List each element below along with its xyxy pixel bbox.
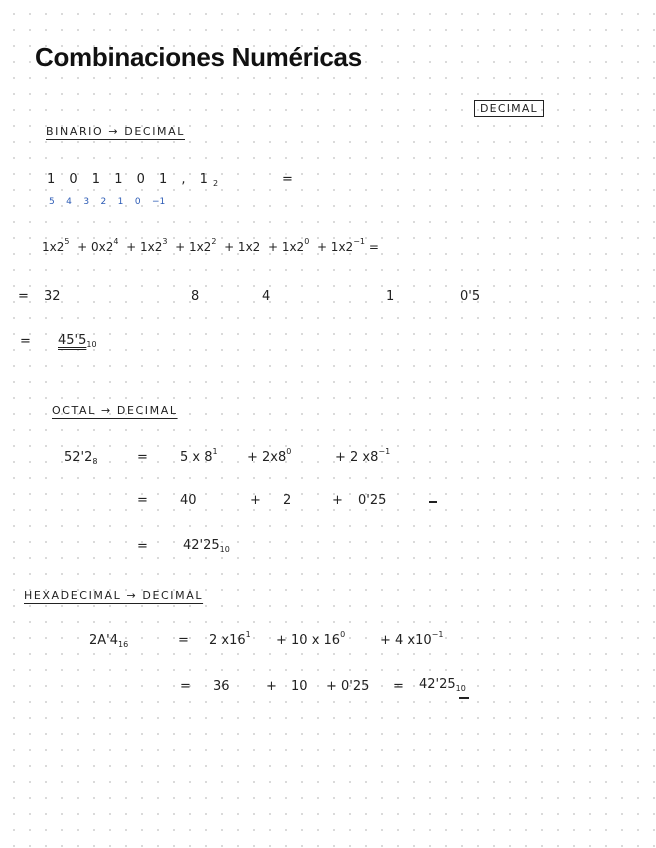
binary-equals: = — [282, 172, 293, 187]
octal-term-1: 5 x $8^1$ — [180, 447, 218, 465]
binary-expansion — [42, 237, 379, 254]
octal-term-3: + 2 $x8^{-1}$ — [335, 447, 391, 465]
binary-heading: BINARIO → DECIMAL — [46, 125, 185, 138]
octal-heading: OCTAL → DECIMAL — [52, 404, 178, 417]
octal-equals-2: = — [137, 493, 148, 508]
hex-term-1: 2 $x16^1$ — [209, 630, 251, 648]
terms-equals: = — [18, 289, 29, 304]
octal-equals-3: = — [137, 539, 148, 554]
expansion-term-1: $1x2^5$ — [42, 237, 70, 254]
term-8: 8 — [191, 289, 200, 304]
term-0-5: 0'5 — [460, 289, 481, 304]
binary-digits: 1 0 1 1 0 1 , 1 — [47, 172, 213, 187]
hex-result-underline — [459, 697, 469, 699]
expansion-equals: = — [368, 240, 379, 254]
hex-value-36: 36 — [213, 679, 230, 694]
term-32: 32 — [44, 289, 61, 304]
octal-value-40: 40 — [180, 493, 197, 508]
octal-result: $42'25_{10}$ — [183, 538, 230, 554]
expansion-term-6: + $1x2^0$ — [267, 237, 310, 254]
octal-number: $52'2_8$ — [64, 450, 98, 466]
binary-result: $45'5_{10}$ — [58, 333, 97, 349]
hex-plus-1: + — [266, 679, 277, 694]
term-1: 1 — [386, 289, 395, 304]
term-4: 4 — [262, 289, 271, 304]
expansion-term-2: + $0x2^4$ — [77, 237, 119, 254]
stray-dash-mark — [429, 501, 437, 503]
hex-equals-1: = — [178, 633, 189, 648]
expansion-term-5: + 1x2 — [224, 240, 261, 254]
octal-plus-2: + — [332, 493, 343, 508]
page-title: Combinaciones Numéricas — [35, 42, 362, 72]
hex-term-3: + 4 $x10^{-1}$ — [380, 630, 444, 648]
decimal-tag: DECIMAL — [474, 100, 544, 117]
hex-term-2: + 10 x $16^0$ — [276, 630, 346, 648]
expansion-term-3: + $1x2^3$ — [126, 237, 168, 254]
octal-value-0-25: 0'25 — [358, 493, 387, 508]
hex-value-0-25: + 0'25 — [326, 679, 370, 694]
hex-number: $2A'4_{16}$ — [89, 633, 129, 649]
octal-value-2: 2 — [283, 493, 292, 508]
binary-positions: 5 4 3 2 1 0 −1 — [49, 197, 166, 207]
binary-base: 2 — [212, 179, 224, 188]
expansion-term-7: + $1x2^{-1}$ — [316, 237, 365, 254]
hex-result: $42'25_{10}$ — [419, 677, 466, 693]
octal-term-2: + $2x8^0$ — [247, 447, 292, 465]
expansion-term-4: + $1x2^2$ — [175, 237, 217, 254]
binary-result-equals: = — [20, 334, 31, 349]
octal-equals-1: = — [137, 450, 148, 465]
binary-number — [47, 172, 223, 187]
hex-value-10: 10 — [291, 679, 308, 694]
hex-equals-3: = — [393, 679, 404, 694]
hex-equals-2: = — [180, 679, 191, 694]
octal-plus-1: + — [250, 493, 261, 508]
hex-heading: HEXADECIMAL → DECIMAL — [24, 589, 204, 602]
